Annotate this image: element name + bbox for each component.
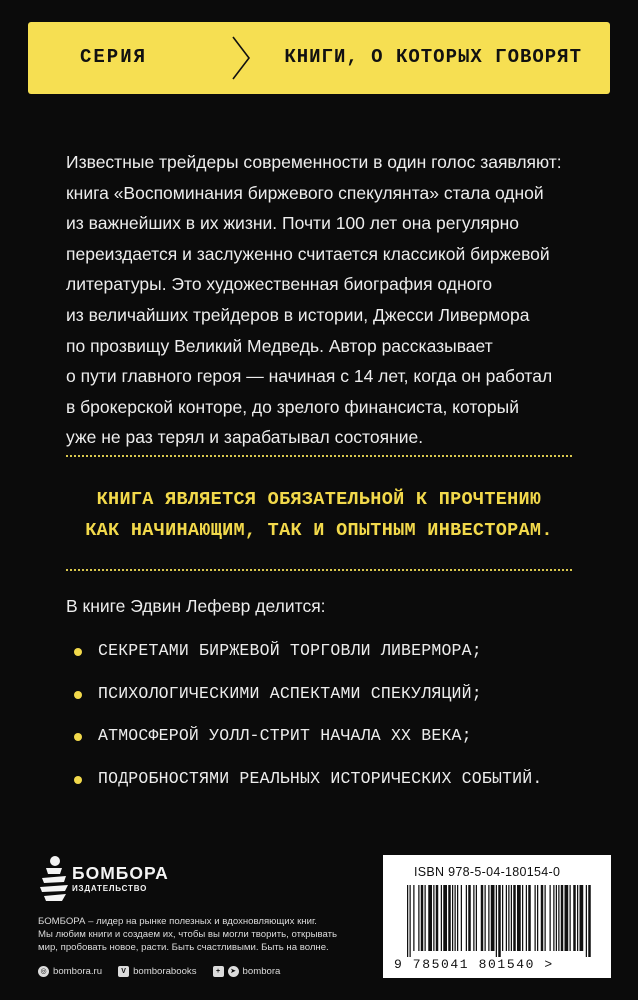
highlight-line-2: КАК НАЧИНАЮЩИМ, ТАК И ОПЫТНЫМ ИНВЕСТОРАМ.	[85, 520, 553, 541]
barcode-bar	[526, 885, 527, 951]
barcode-bar	[541, 885, 544, 951]
barcode-bar	[496, 885, 497, 957]
social-links	[38, 966, 280, 977]
barcode-bar	[513, 885, 516, 951]
series-banner	[28, 22, 610, 94]
barcode-image	[403, 885, 593, 957]
barcode-bar	[535, 885, 536, 951]
list-item	[98, 726, 542, 769]
barcode-bar	[537, 885, 538, 951]
vk-icon: V	[118, 966, 129, 977]
barcode-bar	[558, 885, 559, 951]
barcode-bar	[433, 885, 434, 951]
description-line: в брокерской конторе, до зрелого финансиста, который	[66, 396, 520, 417]
barcode-bar	[473, 885, 474, 951]
social-link-telegram[interactable]	[213, 966, 281, 977]
barcode-bar	[511, 885, 512, 951]
list-item	[98, 684, 542, 727]
barcode-bar	[452, 885, 453, 951]
barcode-bar	[410, 885, 411, 957]
barcode-bar	[481, 885, 484, 951]
description-paragraph	[66, 147, 586, 453]
list-item-text: ПОДРОБНОСТЯМИ РЕАЛЬНЫХ ИСТОРИЧЕСКИХ СОБЫТИЙ.	[98, 768, 543, 788]
barcode-bar	[561, 885, 564, 951]
description-line: книга «Воспоминания биржевого спекулянта» стала одной	[66, 182, 544, 203]
social-link-text: bombora.ru	[53, 966, 103, 977]
dotted-divider-top	[66, 455, 572, 457]
highlight-line-1: КНИГА ЯВЛЯЕТСЯ ОБЯЗАТЕЛЬНОЙ К ПРОЧТЕНИЮ	[96, 489, 542, 510]
barcode-bar	[570, 885, 571, 951]
barcode-bar	[466, 885, 467, 951]
barcode-bar	[588, 885, 591, 957]
barcode-bar	[556, 885, 557, 951]
barcode-bar	[491, 885, 495, 951]
barcode-bar	[522, 885, 523, 951]
telegram-icon: ➤	[228, 966, 239, 977]
barcode-bar	[457, 885, 458, 951]
barcode-bar	[528, 885, 531, 951]
barcode-bar	[421, 885, 424, 951]
publisher-about	[38, 915, 378, 954]
barcode-bar	[441, 885, 442, 951]
bullet-dot-icon	[74, 648, 82, 656]
barcode-bar	[573, 885, 576, 951]
barcode-bar	[586, 885, 587, 957]
barcode-bar	[485, 885, 486, 951]
social-link-text: bomborabooks	[133, 966, 197, 977]
description-line: по прозвищу Великий Медведь. Автор рассказывает	[66, 335, 493, 356]
barcode-bar	[413, 885, 414, 951]
barcode-bar	[553, 885, 554, 951]
web-icon: ◎	[38, 966, 49, 977]
list-item	[98, 769, 542, 812]
social-link-text: bombora	[242, 966, 281, 977]
description-line: литературы. Это художественная биография одного	[66, 274, 493, 295]
isbn-text: ISBN 978-5-04-180154-0	[414, 865, 561, 879]
barcode-bar	[517, 885, 521, 951]
barcode-bar	[455, 885, 456, 951]
barcode-bar	[428, 885, 432, 951]
about-line: Мы любим книги и создаем их, чтобы вы могли творить, открывать	[38, 929, 337, 940]
bullet-dot-icon	[74, 776, 82, 784]
description-line: из важнейших в их жизни. Почти 100 лет она регулярно	[66, 213, 520, 234]
dotted-divider-bottom	[66, 569, 572, 571]
barcode-panel	[383, 855, 611, 978]
ean-digits: 9 785041 801540 >	[394, 957, 554, 972]
description-line: о пути главного героя — начиная с 14 лет, когда он работал	[66, 366, 553, 387]
barcode-bar	[550, 885, 551, 951]
about-line: БОМБОРА – лидер на рынке полезных и вдохновляющих книг.	[38, 916, 317, 927]
description-line: из величайших трейдеров в истории, Джесси Ливермора	[66, 304, 530, 325]
barcode-bar	[565, 885, 569, 951]
social-link-web[interactable]	[38, 966, 102, 977]
list-item-text: СЕКРЕТАМИ БИРЖЕВОЙ ТОРГОВЛИ ЛИВЕРМОРА;	[98, 641, 482, 660]
description-line: уже не раз терял и зарабатывал состояние.	[66, 427, 424, 448]
chevron-right-icon	[230, 34, 252, 82]
description-line: Известные трейдеры современности в один голос заявляют:	[66, 152, 562, 172]
about-line: мир, пробовать новое, расти. Быть счастливыми. Быть на волне.	[38, 942, 329, 953]
series-label: СЕРИЯ	[80, 46, 148, 68]
description-line: переиздается и заслуженно считается классикой биржевой	[66, 243, 550, 264]
publisher-subtitle: ИЗДАТЕЛЬСТВО	[72, 884, 148, 893]
barcode-bar	[461, 885, 462, 951]
barcode-bar	[436, 885, 439, 951]
barcode-bar	[425, 885, 426, 951]
publisher-name: БОМБОРА	[72, 863, 169, 883]
barcode-bar	[488, 885, 489, 951]
barcode-bar	[407, 885, 408, 957]
bombora-logo-icon	[38, 855, 70, 903]
barcode-bar	[476, 885, 477, 951]
bullet-list	[98, 641, 542, 811]
barcode-bar	[418, 885, 419, 951]
bullets-intro: В книге Эдвин Лефевр делится:	[66, 596, 326, 616]
list-item-text: ПСИХОЛОГИЧЕСКИМИ АСПЕКТАМИ СПЕКУЛЯЦИЙ;	[98, 683, 482, 703]
barcode-bar	[502, 885, 503, 951]
barcode-bar	[443, 885, 447, 951]
list-item	[98, 641, 542, 684]
plus-icon: +	[213, 966, 224, 977]
series-name: КНИГИ, О КОТОРЫХ ГОВОРЯТ	[284, 46, 582, 68]
barcode-bar	[468, 885, 471, 951]
barcode-bar	[577, 885, 578, 951]
barcode-bar	[508, 885, 509, 951]
social-link-vk[interactable]	[118, 966, 196, 977]
barcode-bar	[498, 885, 501, 957]
bullet-dot-icon	[74, 733, 82, 741]
bullet-dot-icon	[74, 691, 82, 699]
barcode-bar	[545, 885, 546, 951]
list-item-text: АТМОСФЕРОЙ УОЛЛ-СТРИТ НАЧАЛА XX ВЕКА;	[98, 726, 472, 745]
barcode-bar	[448, 885, 451, 951]
barcode-bar	[580, 885, 584, 951]
barcode-bar	[506, 885, 507, 951]
